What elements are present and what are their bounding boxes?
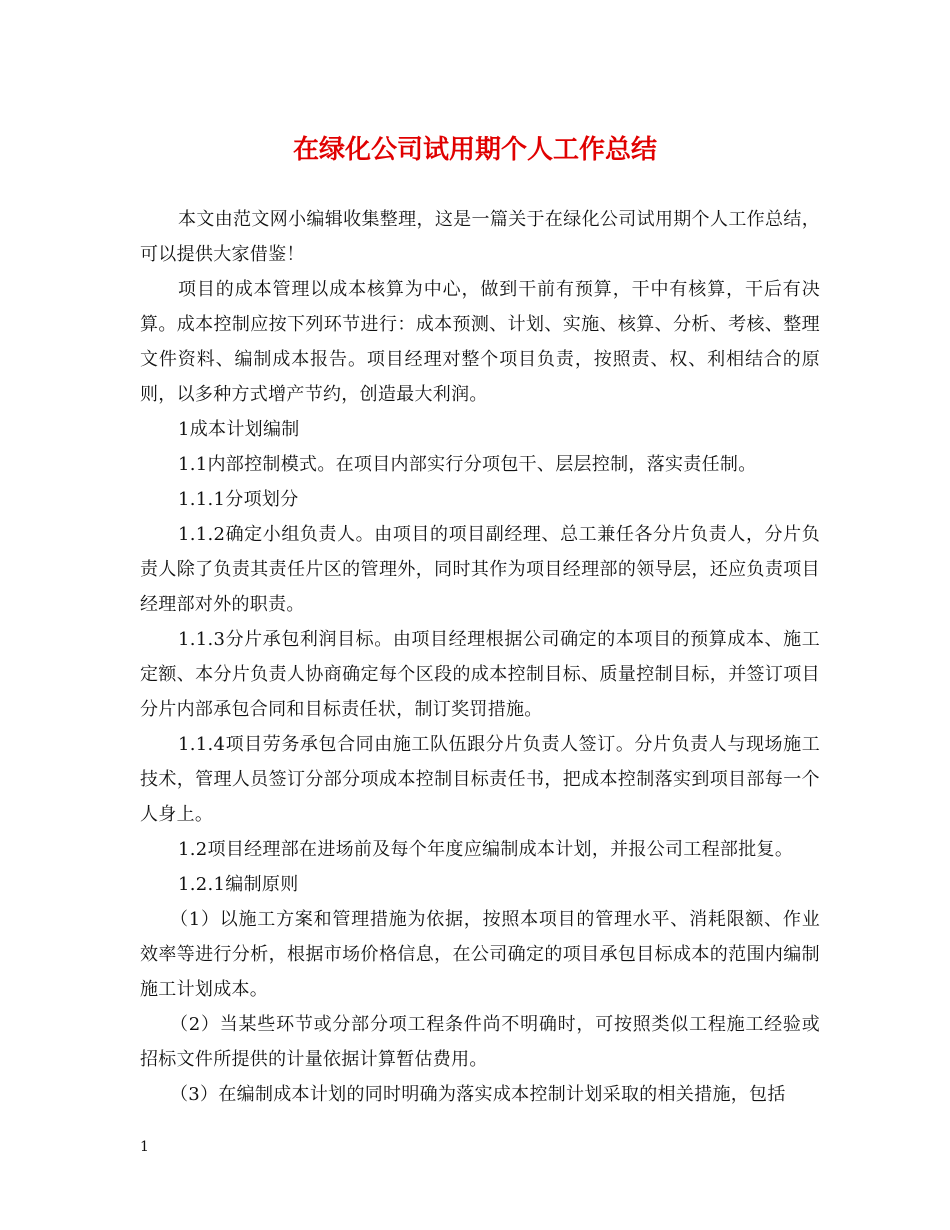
- section-1-1-1-heading: 1.1.1分项划分: [178, 489, 299, 510]
- intro-paragraph: 本文由范文网小编辑收集整理，这是一篇关于在绿化公司试用期个人工作总结，可以提供大家借鉴！: [140, 209, 820, 265]
- section-heading-1: 1成本计划编制: [178, 419, 300, 440]
- document-title: 在绿化公司试用期个人工作总结: [292, 135, 657, 165]
- section-1-1-paragraph: 1.1内部控制模式。在项目内部实行分项包干、层层控制，落实责任制。: [178, 454, 757, 475]
- document-body: [140, 202, 820, 1112]
- section-1-2-paragraph: 1.2项目经理部在进场前及每个年度应编制成本计划，并报公司工程部批复。: [178, 839, 794, 860]
- principle-3-paragraph: （3）在编制成本计划的同时明确为落实成本控制计划采取的相关措施，包括: [170, 1084, 786, 1105]
- cost-management-paragraph: 项目的成本管理以成本核算为中心，做到干前有预算，干中有核算，干后有决算。成本控制应按下列环节进行：成本预测、计划、实施、核算、分析、考核、整理文件资料、编制成本报告。项目经理对整个项目负责，按照责、权、利相结合的原则，以多种方式增产节约，创造最大利润。: [140, 279, 820, 405]
- page-number: 1: [140, 1139, 149, 1155]
- principle-1-paragraph: （1）以施工方案和管理措施为依据，按照本项目的管理水平、消耗限额、作业效率等进行分析，根据市场价格信息，在公司确定的项目承包目标成本的范围内编制施工计划成本。: [140, 909, 820, 1000]
- section-1-1-2-paragraph: 1.1.2确定小组负责人。由项目的项目副经理、总工兼任各分片负责人，分片负责人除了负责其责任片区的管理外，同时其作为项目经理部的领导层，还应负责项目经理部对外的职责。: [140, 524, 820, 615]
- section-1-1-3-paragraph: 1.1.3分片承包利润目标。由项目经理根据公司确定的本项目的预算成本、施工定额、本分片负责人协商确定每个区段的成本控制目标、质量控制目标，并签订项目分片内部承包合同和目标责任状，制订奖罚措施。: [140, 629, 820, 720]
- principle-2-paragraph: （2）当某些环节或分部分项工程条件尚不明确时，可按照类似工程施工经验或招标文件所提供的计量依据计算暂估费用。: [140, 1014, 820, 1070]
- section-1-2-1-heading: 1.2.1编制原则: [178, 874, 299, 895]
- section-1-1-4-paragraph: 1.1.4项目劳务承包合同由施工队伍跟分片负责人签订。分片负责人与现场施工技术，管理人员签订分部分项成本控制目标责任书，把成本控制落实到项目部每一个人身上。: [140, 734, 820, 825]
